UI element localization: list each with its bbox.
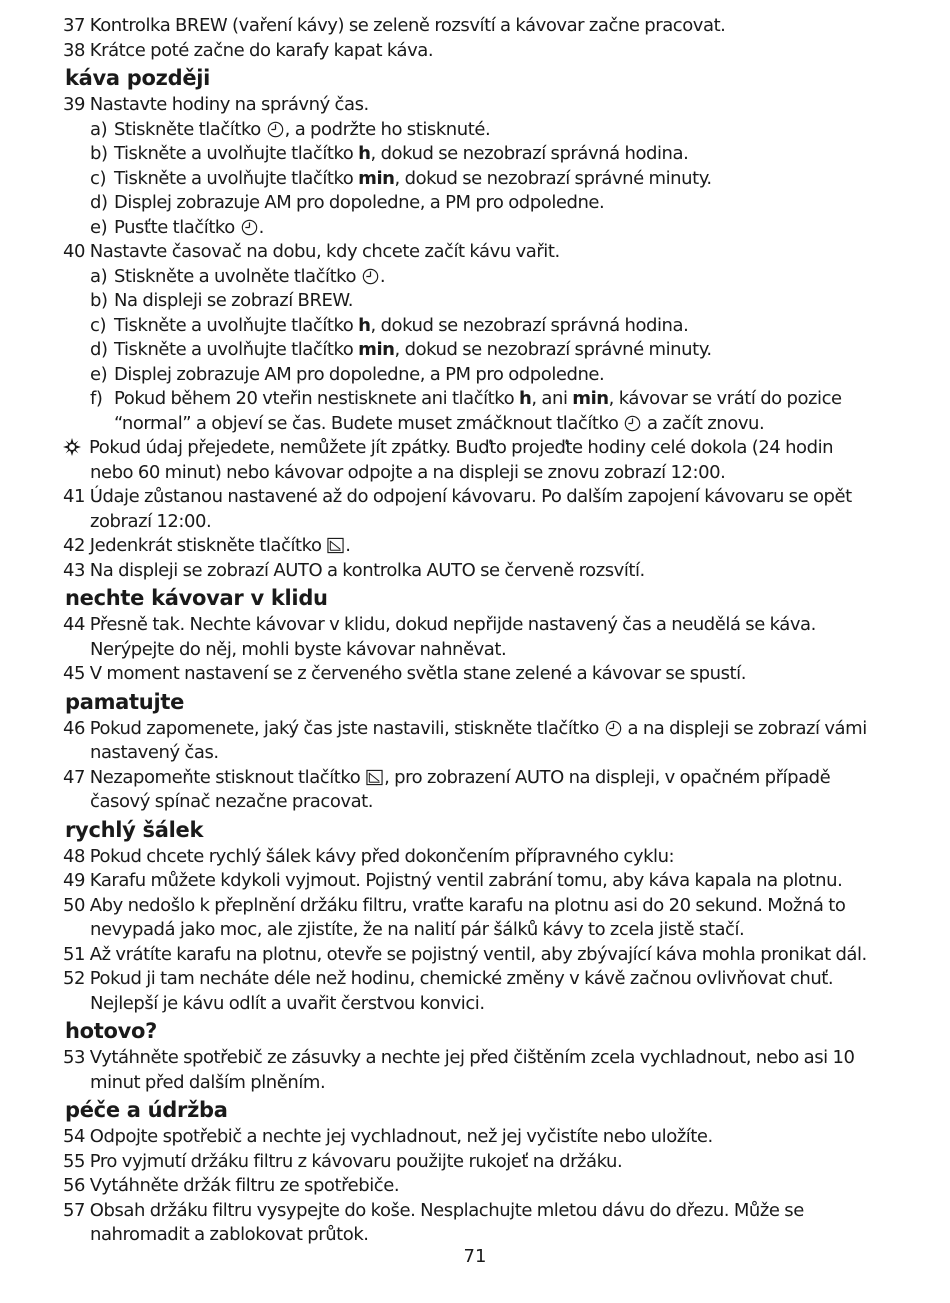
step-57: 57 Obsah držáku filtru vysypejte do koše. Nesplachujte mletou dávu do dřezu. Může se <box>63 1199 804 1221</box>
step-48: 48 Pokud chcete rychlý šálek kávy před dokončením přípravného cyklu: <box>63 845 675 867</box>
step-57-continued: nahromadit a zablokovat průtok. <box>90 1224 369 1245</box>
substep-letter: d) <box>90 339 108 360</box>
step-40c: c) Tiskněte a uvolňujte tlačítko h, dokud se nezobrazí správná hodina. <box>63 314 923 339</box>
substep-letter: a) <box>90 265 108 287</box>
page-number: 71 <box>463 1246 487 1267</box>
auto-timer-icon <box>327 537 344 554</box>
step-52: 52 Pokud ji tam necháte déle než hodinu, chemické změny v kávě začnou ovlivňovat chuť. <box>63 968 834 989</box>
step-45: 45 V moment nastavení se z červeného světla stane zelené a kávovar se spustí. <box>63 663 746 684</box>
step-41: 41 Údaje zůstanou nastavené až do odpojení kávovaru. Po dalším zapojení kávovaru se opět <box>63 486 852 507</box>
substep-letter: c) <box>90 167 107 189</box>
substep-letter: b) <box>90 143 108 164</box>
step-37: 37 Kontrolka BREW (vaření kávy) se zeleně rozsvítí a kávovar začne pracovat. <box>63 15 726 36</box>
step-51: 51 Až vrátíte karafu na plotnu, otevře se pojistný ventil, aby zbývající káva mohla pronikat dál. <box>63 943 867 965</box>
step-50-continued: nevypadá jako moc, ale zjistíte, že na nalití pár šálků kávy to zcela jistě stačí. <box>90 919 745 940</box>
step-53: 53 Vytáhněte spotřebič ze zásuvky a nechte jej před čištěním zcela vychladnout, nebo asi 10 <box>63 1047 855 1068</box>
step-40b: b) Na displeji se zobrazí BREW. <box>63 289 923 314</box>
step-50: 50 Aby nedošlo k přeplnění držáku filtru, vraťte karafu na plotnu asi do 20 sekund. Možná to <box>63 894 846 916</box>
step-39: 39 Nastavte hodiny na správný čas. <box>63 94 369 115</box>
clock-icon <box>267 121 284 138</box>
step-38: 38 Krátce poté začne do karafy kapat káva. <box>63 39 434 61</box>
step-52-continued: Nejlepší je kávu odlít a uvařit čerstvou konvici. <box>90 992 485 1014</box>
clock-icon <box>624 415 641 432</box>
step-39d: d) Displej zobrazuje AM pro dopoledne, a PM pro odpoledne. <box>63 191 923 216</box>
heading-kava-pozdeji: káva později <box>65 66 211 90</box>
step-44-continued: Nerýpejte do něj, mohli byste kávovar nahněvat. <box>90 638 507 660</box>
step-40a: a) Stiskněte a uvolněte tlačítko . <box>63 265 923 290</box>
substep-letter: f) <box>90 388 103 409</box>
tip-note: Pokud údaj přejedete, nemůžete jít zpátky. Buďto projeďte hodiny celé dokola (24 hodin <box>63 436 923 461</box>
step-49: 49 Karafu můžete kdykoli vyjmout. Pojistný ventil zabrání tomu, aby káva kapala na plotnu. <box>63 870 843 891</box>
step-42: 42 Jedenkrát stiskněte tlačítko . <box>63 535 351 556</box>
substep-letter: a) <box>90 118 108 140</box>
step-53-continued: minut před dalším plněním. <box>90 1071 326 1093</box>
step-41-continued: zobrazí 12:00. <box>90 510 212 532</box>
step-43: 43 Na displeji se zobrazí AUTO a kontrolka AUTO se červeně rozsvítí. <box>63 559 645 581</box>
clock-icon <box>605 720 622 737</box>
step-55: 55 Pro vyjmutí držáku filtru z kávovaru použijte rukojeť na držáku. <box>63 1150 623 1172</box>
auto-timer-icon <box>366 769 383 786</box>
substep-letter: e) <box>90 216 108 238</box>
heading-nechte-kavovar: nechte kávovar v klidu <box>65 586 328 610</box>
step-39e: e) Pusťte tlačítko . <box>63 216 923 241</box>
heading-hotovo: hotovo? <box>65 1019 158 1043</box>
manual-page-body <box>63 14 923 1248</box>
tip-sun-icon <box>63 438 81 456</box>
clock-icon <box>241 219 258 236</box>
step-40e: e) Displej zobrazuje AM pro dopoledne, a PM pro odpoledne. <box>63 363 923 388</box>
step-56: 56 Vytáhněte držák filtru ze spotřebiče. <box>63 1175 400 1196</box>
step-47-continued: časový spínač nezačne pracovat. <box>90 791 374 812</box>
substep-letter: e) <box>90 363 108 385</box>
heading-pamatujte: pamatujte <box>65 689 185 714</box>
step-40f-continued: “normal” a objeví se čas. Budete muset zmáčknout tlačítko a začít znovu. <box>114 412 765 434</box>
tip-note-continued: nebo 60 minut) nebo kávovar odpojte a na displeji se znovu zobrazí 12:00. <box>90 461 726 483</box>
step-39a: a) Stiskněte tlačítko , a podržte ho stisknuté. <box>63 118 923 143</box>
substep-letter: b) <box>90 290 108 311</box>
step-46: 46 Pokud zapomenete, jaký čas jste nastavili, stiskněte tlačítko a na displeji se zobrazí vámi <box>63 717 867 739</box>
substep-letter: c) <box>90 314 107 336</box>
step-40f: f) Pokud během 20 vteřin nestisknete ani tlačítko h, ani min, kávovar se vrátí do pozice <box>63 387 923 412</box>
heading-pece-a-udrzba: péče a údržba <box>65 1098 228 1122</box>
step-40: 40 Nastavte časovač na dobu, kdy chcete začít kávu vařit. <box>63 241 560 262</box>
step-47: 47 Nezapomeňte stisknout tlačítko , pro zobrazení AUTO na displeji, v opačném případě <box>63 766 831 788</box>
step-39c: c) Tiskněte a uvolňujte tlačítko min, dokud se nezobrazí správné minuty. <box>63 167 923 192</box>
step-46-continued: nastavený čas. <box>90 742 219 763</box>
clock-icon <box>362 268 379 285</box>
step-44: 44 Přesně tak. Nechte kávovar v klidu, dokud nepřijde nastavený čas a neudělá se káva. <box>63 614 816 635</box>
heading-rychly-salek: rychlý šálek <box>65 817 204 842</box>
substep-letter: d) <box>90 192 108 213</box>
step-54: 54 Odpojte spotřebič a nechte jej vychladnout, než jej vyčistíte nebo uložíte. <box>63 1126 713 1147</box>
step-39b: b) Tiskněte a uvolňujte tlačítko h, dokud se nezobrazí správná hodina. <box>63 142 923 167</box>
step-40d: d) Tiskněte a uvolňujte tlačítko min, dokud se nezobrazí správné minuty. <box>63 338 923 363</box>
